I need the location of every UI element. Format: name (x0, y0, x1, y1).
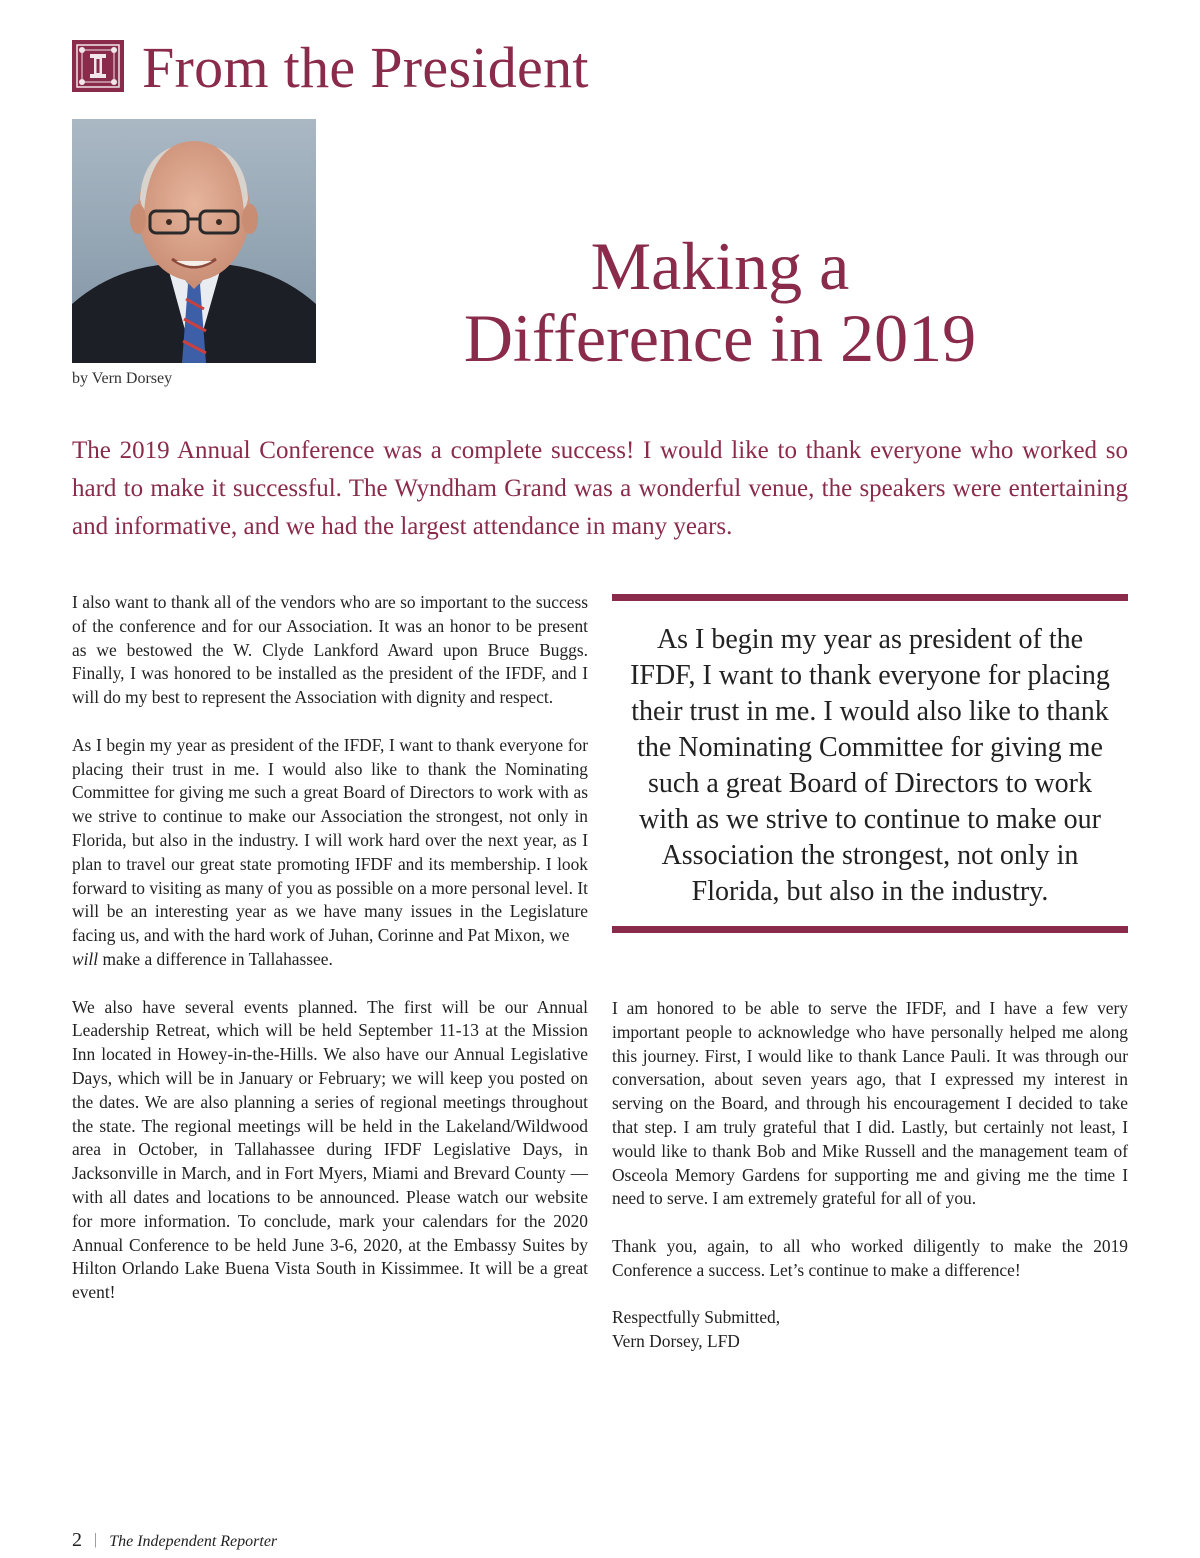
pullquote-line: As I begin my year as president of the (656, 624, 1084, 655)
publication-name: The Independent Reporter (109, 1533, 278, 1550)
headline-line: Making a (590, 228, 850, 304)
footer-separator: | (94, 1531, 98, 1548)
article-headline (420, 230, 1020, 374)
pullquote-line: Association the strongest, not only in (661, 840, 1079, 871)
section-title: From the President (142, 35, 589, 100)
pullquote-bottom-rule (612, 926, 1128, 933)
pullquote-line: IFDF, I want to thank everyone for placing (630, 660, 1110, 691)
page-number: 2 (72, 1529, 82, 1551)
body-paragraph: We also have several events planned. The first will be our Annual Leadership Retreat, which will be held September 11-13 at the Mission Inn located in Howey-in-the-Hills. We also have our Annual Legislative Days, which will be in January or February; we will keep you posted on the dates. We are also planning a series of regional meetings throughout the state. The regional meetings will be held in the Lakeland/Wildwood area in October, in Tallahassee during IFDF Legislative Days, in Jacksonville in March, and in Fort Myers, Miami and Brevard County — with all dates and locations to be announced. Please watch our website for more information. To conclude, mark your calendars for the 2020 Annual Conference to be held June 3-6, 2020, at the Embassy Suites by Hilton Orlando Lake Buena Vista South in Kissimmee. It will be a great event! (72, 996, 588, 1303)
pull-quote (612, 622, 1128, 910)
paragraph-last-line (72, 948, 588, 972)
headline-line: Difference in 2019 (463, 300, 977, 376)
body-paragraph (72, 734, 588, 972)
body-paragraph: I also want to thank all of the vendors who are so important to the success of the conference and for our Association. It was an honor to be present as we bestowed the W. Clyde Lankford Award upon Bruce Buggs. Finally, I was honored to be installed as the president of the IFDF, and I will do my best to represent the Association with dignity and respect. (72, 592, 588, 708)
left-column (72, 591, 588, 1329)
author-portrait-photo (72, 119, 316, 363)
page-footer (72, 1529, 277, 1552)
signoff-line: Respectfully Submitted, (612, 1307, 781, 1328)
pullquote-line: their trust in me. I would also like to thank (631, 696, 1109, 727)
byline: by Vern Dorsey (72, 370, 173, 387)
pullquote-line: such a great Board of Directors to work (648, 768, 1092, 799)
body-text: As I begin my year as president of the IFDF, I want to thank everyone for placing their trust in me. I would also like to thank the Nominating Committee for giving me such a great Board of Directors to work with as we strive to continue to make our Association the strongest, not only in Florida, but also in the industry. I will work hard over the next year, as I plan to travel our great state promoting IFDF and its membership. I look forward to visiting as many of you as possible on a more personal level. It will be an interesting year as we have many issues in the Legislature facing us, and with the hard work of Juhan, Corinne and Pat Mixon, we (72, 734, 588, 946)
pullquote-line: Florida, but also in the industry. (691, 876, 1049, 907)
signoff (612, 1306, 1128, 1354)
body-paragraph: Thank you, again, to all who worked diligently to make the 2019 Conference a success. Let’s continue to make a difference! (612, 1235, 1128, 1280)
intro-paragraph: The 2019 Annual Conference was a complete success! I would like to thank everyone who worked so hard to make it successful. The Wyndham Grand was a wonderful venue, the speakers were entertaining and informative, and we had the largest attendance in many years. (72, 437, 1128, 540)
ornamental-square-icon (72, 40, 124, 92)
right-column (612, 997, 1128, 1378)
pullquote-line: with as we strive to continue to make our (639, 804, 1101, 835)
body-text: make a difference in Tallahassee. (98, 948, 333, 969)
pullquote-line: the Nominating Committee for giving me (637, 732, 1103, 763)
signoff-line: Vern Dorsey, LFD (612, 1331, 740, 1352)
emphasis-text: will (72, 948, 99, 969)
pullquote-top-rule (612, 594, 1128, 601)
body-paragraph: I am honored to be able to serve the IFDF, and I have a few very important people to acknowledge who have personally helped me along this journey. First, I would like to thank Lance Pauli. It was through our conversation, about seven years ago, that I expressed my interest in serving on the Board, and through his encouragement I decided to take that step. I am truly grateful that I did. Lastly, but certainly not least, I would like to thank Bob and Mike Russell and the management team of Osceola Memory Gardens for supporting me and giving me the time I need to serve. I am extremely grateful for all of you. (612, 998, 1128, 1209)
